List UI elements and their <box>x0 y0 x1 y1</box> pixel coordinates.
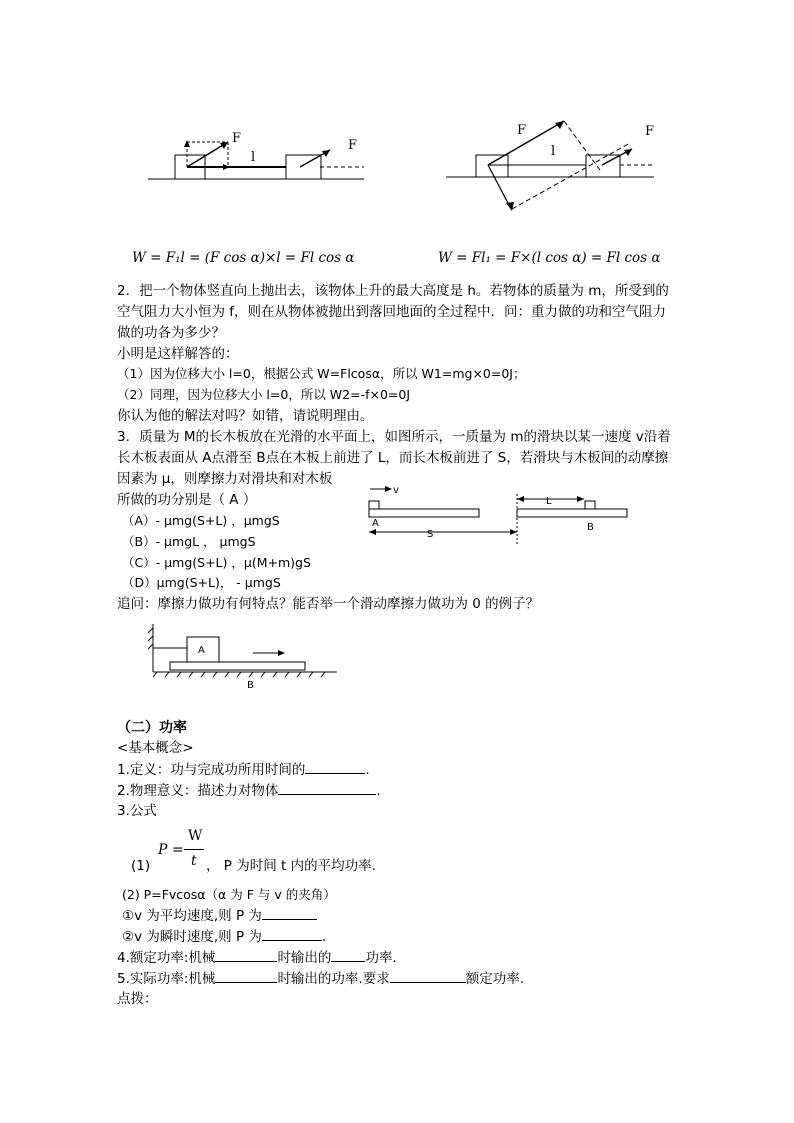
displacement-label-right: l <box>551 144 556 159</box>
q2-line6: （2）同理，因为位移大小 l=0，所以 W2=-f×0=0J <box>117 387 411 402</box>
q3-line4: 所做的功分别是（ A ） <box>117 492 257 508</box>
board-b-label: B <box>247 680 254 691</box>
q2-line4: 小明是这样解答的： <box>117 346 239 362</box>
q3-option-a: （A）- μmg(S+L) ，μmgS <box>122 513 280 528</box>
power-heading: （二）功率 <box>117 720 187 736</box>
q2-line1: 2．把一个物体竖直向上抛出去，该物体上升的最大高度是 h。若物体的质量为 m，所受到的 <box>117 283 669 299</box>
basic-concept-label: <基本概念> <box>117 740 194 756</box>
block-a-label: A <box>198 645 205 656</box>
q3-option-c: （C）- μmg(S+L) ，μ(M+m)gS <box>122 555 311 570</box>
q3-line2: 长木板表面从 A点滑至 B点在木板上前进了 L，而长木板前进了 S，若滑块与木板间的动摩擦 <box>117 450 669 466</box>
work-formula-left: W = F₁l = (F cos α)×l = Fl cos α <box>132 250 355 266</box>
q3-option-d: （D）μmg(S+L)， - μmgS <box>122 575 281 590</box>
formula2-average: ①v 为平均速度,则 P 为 <box>122 905 317 926</box>
force-label-right: F <box>517 123 527 138</box>
q3-followup: 追问：摩擦力做功有何特点？能否举一个滑动摩擦力做功为 0 的例子？ <box>117 596 540 612</box>
plank-diagram <box>362 482 634 548</box>
length-label: L <box>546 496 552 507</box>
distance-label: S <box>427 529 434 540</box>
work-diagram-left <box>140 128 370 188</box>
q3-line3: 因素为 μ，则摩擦力对滑块和对木板 <box>117 471 333 487</box>
force-label-left: F <box>232 131 242 146</box>
power-definition: 1.定义：功与完成功所用时间的 . <box>117 759 370 780</box>
velocity-label: v <box>393 485 399 496</box>
actual-power: 5.实际功率:机械 时输出的功率.要求 额定功率. <box>117 968 524 989</box>
force-label-right-2: F <box>645 124 655 139</box>
work-formula-right: W = Fl₁ = F×(l cos α) = Fl cos α <box>438 250 661 266</box>
formula2-instant: ②v 为瞬时速度,则 P 为 . <box>122 926 326 947</box>
displacement-label-left: l <box>251 150 256 165</box>
q2-line5: （1）因为位移大小 l=0，根据公式 W=Flcosα，所以 W1=mg×0=0J； <box>117 366 526 381</box>
q2-line7: 你认为他的解法对吗？如错，请说明理由。 <box>117 408 374 424</box>
formula-title: 3.公式 <box>117 803 157 819</box>
q2-line3: 做的功各为多少？ <box>117 325 225 341</box>
point-a-label: A <box>372 518 379 529</box>
rated-power: 4.额定功率:机械 时输出的 功率. <box>117 947 397 968</box>
formula1-text: ， P 为时间 t 内的平均功率. <box>206 858 376 874</box>
force-label-left-2: F <box>348 138 358 153</box>
hint-label: 点拨： <box>117 991 158 1007</box>
block-diagram <box>145 620 345 692</box>
power-meaning: 2.物理意义：描述力对物体 . <box>117 780 381 801</box>
point-b-label: B <box>587 522 594 533</box>
q3-line1: 3．质量为 M的长木板放在光滑的水平面上，如图所示，一质量为 m的滑块以某一速度 v沿着 <box>117 429 671 445</box>
work-diagram-right <box>440 115 670 225</box>
q3-option-b: （B）- μmgL ， μmgS <box>122 534 256 549</box>
q2-line2: 空气阻力大小恒为 f，则在从物体被抛出到落回地面的全过程中．问：重力做的功和空气阻力 <box>117 304 667 320</box>
formula1-num: (1) <box>131 858 151 874</box>
formula2: (2) P=Fvcosα（α 为 F 与 v 的夹角） <box>122 887 336 902</box>
